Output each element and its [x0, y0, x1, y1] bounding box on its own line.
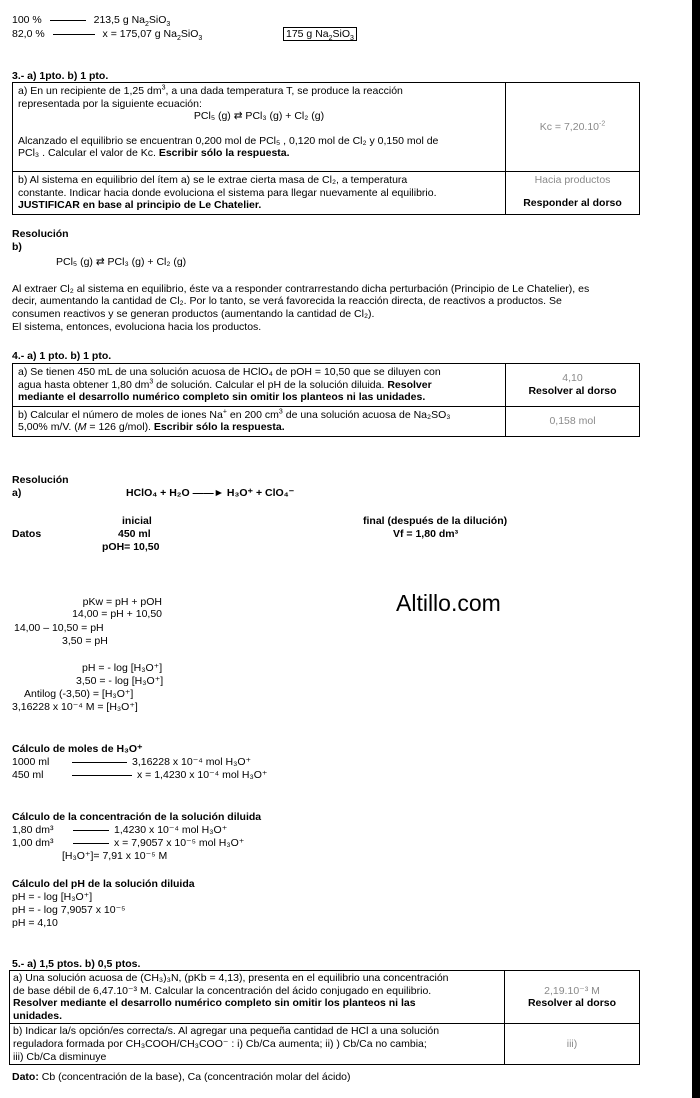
q5-table	[9, 970, 640, 1065]
reaction-arrow-icon: ——►	[192, 487, 224, 499]
conc-title: Cálculo de la concentración de la solución diluida	[12, 811, 262, 823]
q5-header: 5.- a) 1,5 ptos. b) 0,5 ptos.	[12, 958, 141, 970]
proportion-row-1: 100 % 213,5 g $Na_2SiO_3$	[12, 14, 171, 29]
res3-b-label: b)	[12, 241, 22, 253]
q5-dato: Dato: Cb (concentración de la base), Ca (concentración molar del ácido)	[12, 1071, 351, 1083]
q4-header: 4.- a) 1 pto. b) 1 pto.	[12, 350, 112, 362]
moles-row-1: 1000 ml 3,16228 x 10⁻⁴ mol H₃O⁺	[12, 756, 252, 768]
q3-b-answer: Hacia productos Responder al dorso	[506, 172, 640, 215]
ph-title: Cálculo del pH de la solución diluida	[12, 878, 195, 890]
proportion-row-2: 82,0 % x = 175,07 g $Na_2SiO_3$	[12, 28, 203, 43]
res3-title: Resolución	[12, 228, 69, 240]
q3-table	[12, 82, 640, 215]
q3-a-cell: a) En un recipiente de 1,25 $dm^3$, a una dada temperatura T, se produce la reacción representada por la siguiente ecuación: PCl₅ (g) ⇄ PCl₃ (g) + Cl₂ (g) Alcanzado el equilibrio se encuentran 0,200 mol de PCl₅ , 0,120 mol de Cl₂ y 0,150 mol de PCl₃ . Calcular el valor de Kc. Escribir sólo la respuesta.	[13, 83, 506, 172]
q5-a-cell: a) Una solución acuosa de (CH₃)₃N, (pKb = 4,13), presenta en el equilibrio una concentración de base débil de 6,47.10⁻³ M. Calcular la concentración del ácido conjugado en equilibrio. Resolver mediante el desarrollo numérico completo sin omitir los planteos ni las unidades.	[10, 971, 505, 1024]
q3-equation: PCl₅ (g) ⇄ PCl₃ (g) + Cl₂ (g)	[193, 110, 325, 123]
watermark: Altillo.com	[396, 590, 501, 616]
right-edge-bar	[692, 0, 700, 1098]
conc-row-2: 1,00 dm³ x = 7,9057 x 10⁻⁵ mol H₃O⁺	[12, 837, 245, 849]
res3-equation: PCl₅ (g) ⇄ PCl₃ (g) + Cl₂ (g)	[56, 256, 187, 268]
moles-row-2: 450 ml x = 1,4230 x 10⁻⁴ mol H₃O⁺	[12, 769, 268, 781]
res3-paragraph: Al extraer Cl₂ al sistema en equilibrio, éste va a responder contrarrestando dicha perturbación (Principio de Le Chatelier), es	[12, 283, 590, 295]
q5-a-answer: 2,19.10⁻³ M Resolver al dorso	[505, 971, 640, 1024]
res4-reaction: HClO₄ + H₂O ——► H₃O⁺ + ClO₄⁻	[126, 487, 295, 499]
q4-a-cell: a) Se tienen 450 mL de una solución acuosa de HClO₄ de pOH = 10,50 que se diluyen con agua hasta obtener 1,80 $dm^3$ de solución. Calcular el pH de la solución diluida. Resolver mediante el desarrollo numérico completo sin omitir los planteos ni las unidades.	[13, 364, 506, 407]
q3-b-cell: b) Al sistema en equilibrio del ítem a) se le extrae cierta masa de Cl₂, a temperatura constante. Indicar hacia donde evoluciona el sistema para llegar nuevamente al equilibrio. JUSTIFICAR en base al principio de Le Chatelier.	[13, 172, 506, 215]
calc-block-2: pH = - log [H₃O⁺]	[82, 662, 163, 674]
conc-row-1: 1,80 dm³ 1,4230 x 10⁻⁴ mol H₃O⁺	[12, 824, 228, 836]
q4-a-answer: 4,10 Resolver al dorso	[506, 364, 640, 407]
q4-table	[12, 363, 640, 437]
q4-b-answer: 0,158 mol	[506, 406, 640, 436]
q5-b-cell: b) Indicar la/s opción/es correcta/s. Al agregar una pequeña cantidad de HCl a una solución reguladora formada por CH₃COOH/CH₃COO⁻ : i) Cb/Ca aumenta; ii) ) Cb/Ca no cambia; iii) Cb/Ca disminuye	[10, 1024, 505, 1065]
q3-header: 3.- a) 1pto. b) 1 pto.	[12, 70, 109, 82]
calc-block-1: pKw = pH + pOH 14,00 = pH + 10,50	[72, 596, 162, 621]
boxed-result: 175 g $Na_2SiO_3$	[283, 28, 357, 40]
q3-a-answer: $Kc = 7,20.10^{-2}$	[506, 83, 640, 172]
moles-title: Cálculo de moles de H₃O⁺	[12, 743, 143, 755]
proportion-dash	[53, 34, 95, 35]
q4-b-cell: b) Calcular el número de moles de iones Na+ en 200 $cm^3$ de una solución acuosa de Na₂SO₃ 5,00% m/V. (M = 126 g/mol). Escribir sólo la respuesta.	[13, 406, 506, 436]
res4-title: Resolución	[12, 474, 69, 486]
res4-datos: Datos	[12, 528, 42, 540]
res4-a-label: a)	[12, 487, 22, 499]
proportion-dash	[50, 20, 86, 21]
q5-b-answer: iii)	[505, 1024, 640, 1065]
